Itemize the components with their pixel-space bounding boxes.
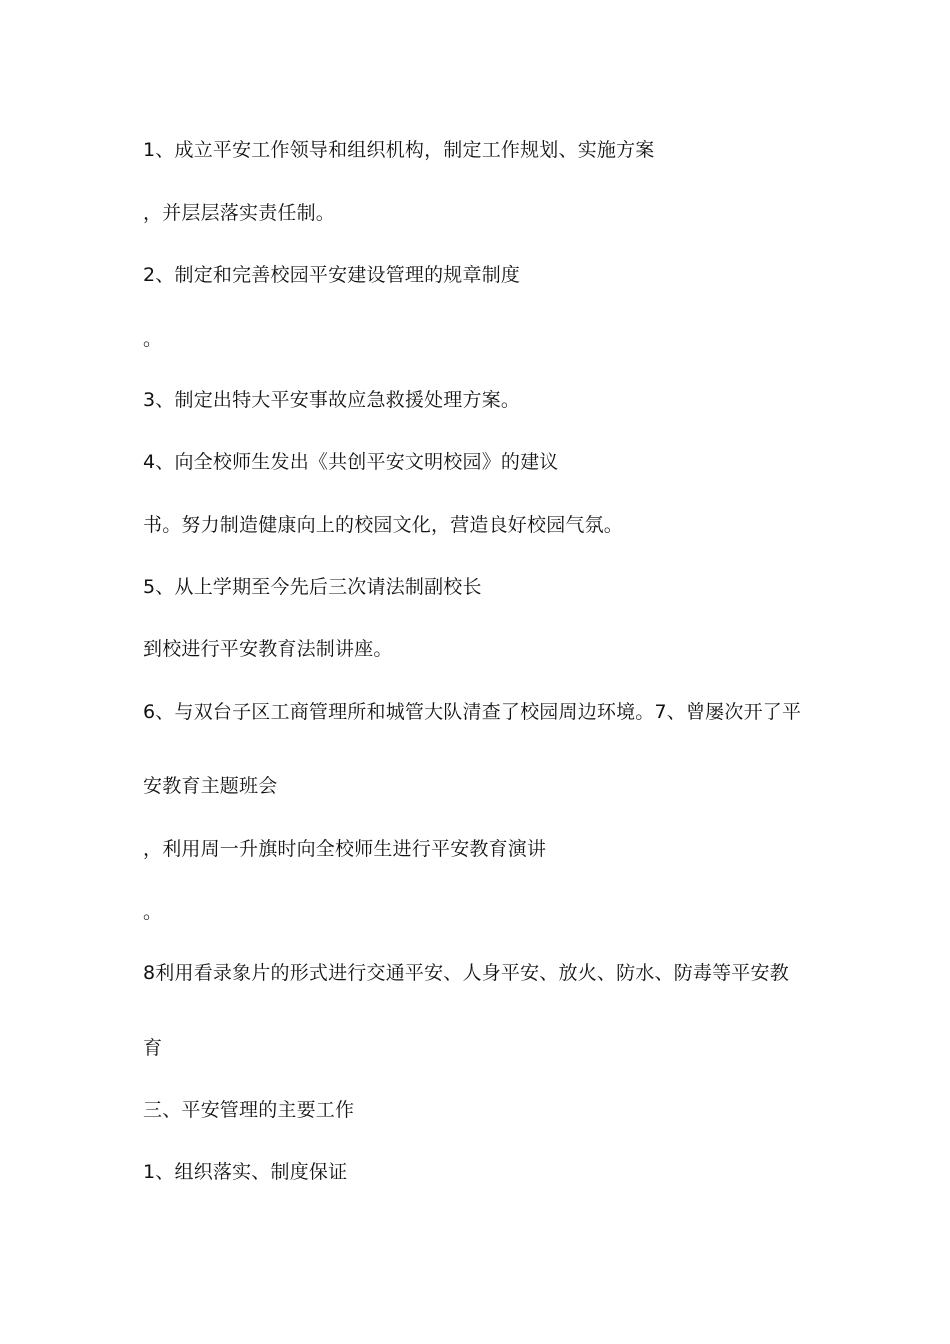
paragraph-line: 到校进行平安教育法制讲座。 — [143, 638, 393, 660]
section-heading: 三、平安管理的主要工作 — [143, 1099, 355, 1121]
paragraph-line: 8利用看录象片的形式进行交通平安、人身平安、放火、防水、防毒等平安教 — [143, 962, 789, 984]
paragraph-line: 1、组织落实、制度保证 — [143, 1161, 348, 1183]
paragraph-line: 1、成立平安工作领导和组织机构，制定工作规划、实施方案 — [143, 139, 655, 161]
paragraph-line: 。 — [143, 901, 163, 923]
paragraph-line: 安教育主题班会 — [143, 775, 278, 797]
paragraph-line: ，并层层落实责任制。 — [143, 202, 336, 224]
paragraph-line: ，利用周一升旗时向全校师生进行平安教育演讲 — [143, 838, 547, 860]
paragraph-line: 育 — [143, 1037, 163, 1059]
paragraph-line: 4、向全校师生发出《共创平安文明校园》的建议 — [143, 451, 559, 473]
paragraph-line: 2、制定和完善校园平安建设管理的规章制度 — [143, 264, 521, 286]
paragraph-line: 6、与双台子区工商管理所和城管大队清查了校园周边环境。7、曾屡次开了平 — [143, 701, 802, 723]
paragraph-line: 书。努力制造健康向上的校园文化，营造良好校园气氛。 — [143, 514, 624, 536]
paragraph-line: 3、制定出特大平安事故应急救援处理方案。 — [143, 389, 521, 411]
paragraph-line: 5、从上学期至今先后三次请法制副校长 — [143, 576, 482, 598]
paragraph-line: 。 — [143, 328, 163, 350]
